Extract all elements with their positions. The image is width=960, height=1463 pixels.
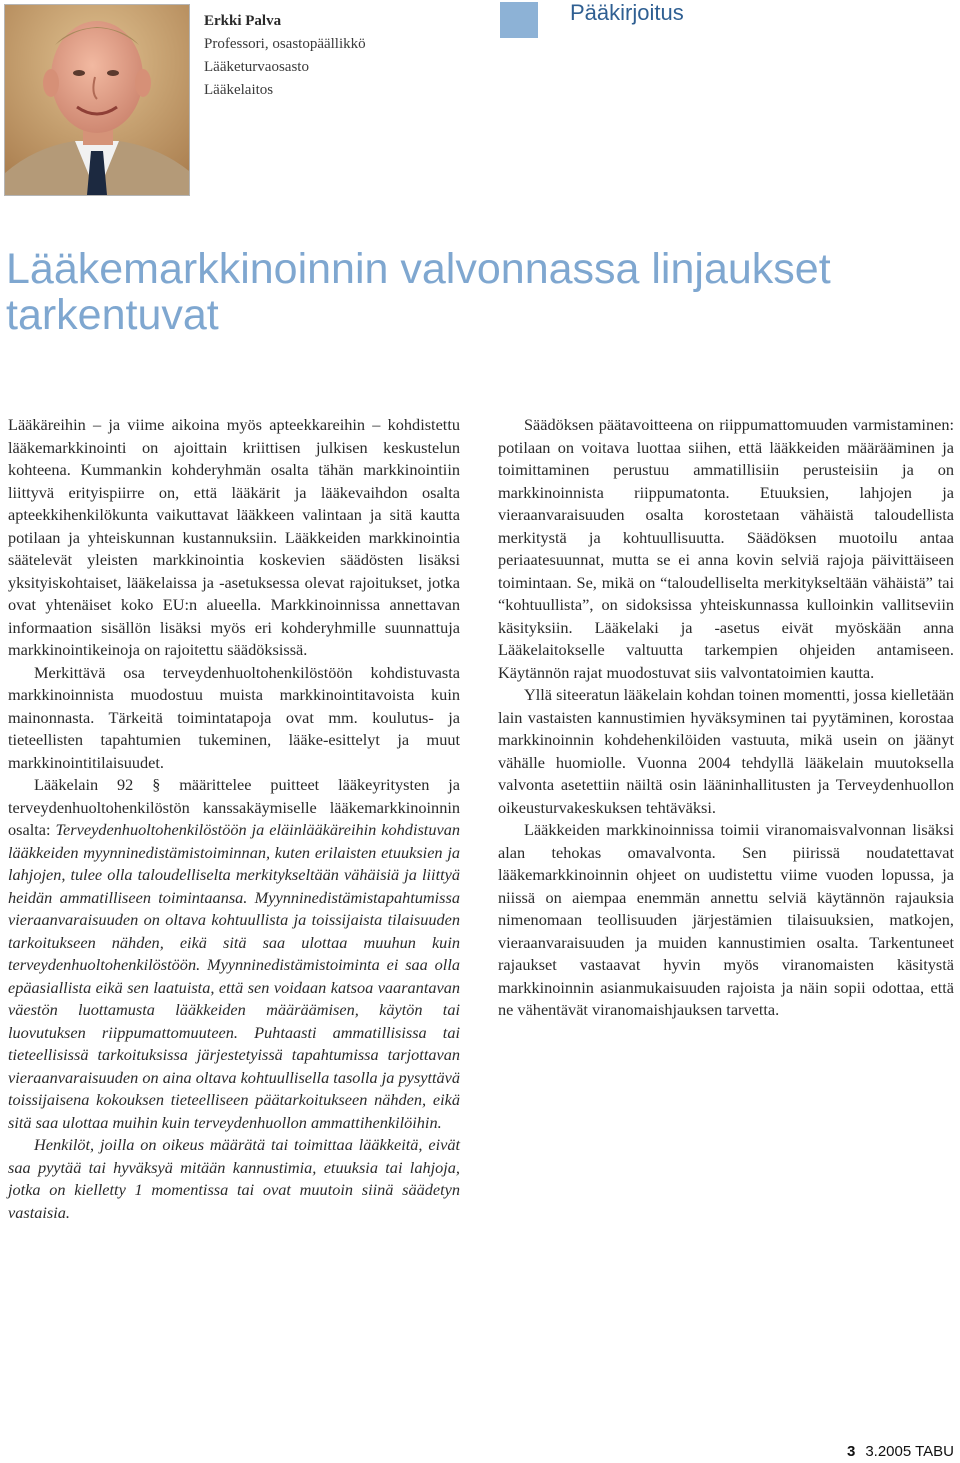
paragraph: Yllä siteeratun lääkelain kohdan toinen momentti, jossa kielletään lain vastaisten kannustimien hyväksyminen tai pyytäminen, korostaa markkinoinnin kohdehenkilöiden vastuuta, mikä usein on jäänyt vähälle huomiolle. Vuonna 2004 tehdyllä lääkelain muutoksella valvonta asetettiin näiltä osin lääninhallitusten ja Terveydenhuollon oikeusturvakeskuksen tehtäväksi. <box>498 685 954 817</box>
author-portrait-photo <box>5 5 189 195</box>
section-label: Pääkirjoitus <box>570 0 684 25</box>
paragraph: Lääkkeiden markkinoinnissa toimii viranomaisvalvonnan lisäksi alan tehokas omavalvonta. Sen piirissä noudatettavat lääkemarkkinoinnin ohjeet on uudistettu viime vuoden lopussa, ja niissä on aiempaa enemmän annettu selviä käytännön rajauksia nimenomaan teollisuuden järjestämien tilaisuuksien, matkojen, vieraanvaraisuuden ja muiden kannustimien osalta. Tarkentuneet rajaukset vastaavat hyvin myös viranomaisten käsitystä markkinoinnin asianmukaisuuden rajoista ja näin sopii odottaa, että ne vähentävät viranomaishjauksen tarvetta. <box>498 820 954 1019</box>
law-quote: Terveydenhuoltohenkilöstöön ja eläinlääkäreihin kohdistuvan lääkkeiden myynninedistämistoiminnan, kuten erilaisten etuuksien ja lahjojen, tulee olla taloudelliselta merkitykseltään vähäisiä ja liittyä heidän ammatilliseen toimintaansa. Myynninedistämistapahtumissa vieraanvaraisuuden on oltava kohtuullista ja toissijaista tilaisuuden tarkoitukseen nähden, eikä sitä saa ulottaa muuhun kuin terveydenhuoltohenkilöstöön. Myynninedistämistoiminta ei saa olla epäasiallista eikä sen laatuista, että sen voidaan katsoa vaarantavan väestön luottamusta lääkkeiden määräämisen, käytön tai luovutuksen riippumattomuuteen. Puhtaasti ammatillisissa tai tieteellisissä tarkoituksissa järjestetyissä tapahtumissa tarjottavan vieraanvaraisuuden on aina oltava kohtuullisella tasolla ja pysyttävä toissijaisena kokouksen tieteelliseen päätarkoitukseen nähden, eikä sitä saa ulottaa muihin kuin terveydenhuollon ammattihenkilöihin. <box>8 820 460 1132</box>
page-footer <box>847 1443 954 1460</box>
issue-label: 3.2005 TABU <box>865 1443 954 1460</box>
paragraph: Merkittävä osa terveydenhuoltohenkilöstöön kohdistuvasta markkinoinnista muodostuu muista markkinointitavoista kuin mainonnasta. Tärkeitä toimintatapoja ovat mm. koulutus- ja tieteellisten tapahtumien tukeminen, lääke-esittelyt ja muut markkinointitilaisuudet. <box>8 662 460 772</box>
section-marker-square <box>500 2 538 38</box>
page-number: 3 <box>846 1443 856 1460</box>
right-column <box>498 414 954 1022</box>
author-byline <box>204 10 366 102</box>
author-title: Professori, osastopäällikkö <box>204 36 366 52</box>
paragraph: Säädöksen päätavoitteena on riippumattomuuden varmistaminen: potilaan on voitava luottaa siihen, että lääkkeiden määrääminen ja toimittaminen perustuu ammatillisiin perusteisiin ja on markkinoinnista riippumatonta. Etuuksien, lahjojen ja vieraanvaraisuuden osalta korostetaan vähäistä taloudellista merkitystä ja kohtuullisuutta. Säädöksen muotoilu antaa periaatesuunnat, mutta se ei anna kovin selviä rajoja päivittäiseen toimintaan. Se, mikä on “taloudelliselta merkitykseltään vähäistä” tai “kohtuullista”, on sidoksissa yhteiskunnassa kulloinkin vallitseviin käsityksiin. Lääkelaki ja -asetus eivät myöskään anna Lääkelaitokselle valtuutta tarkempien ohjeiden antamiseen. Käytännön rajat muodostuvat siis valvontatoimien kautta. <box>498 415 954 682</box>
left-column <box>8 414 460 1224</box>
author-name: Erkki Palva <box>204 13 282 29</box>
author-department: Lääketurvaosasto <box>204 59 309 75</box>
author-portrait <box>4 4 190 196</box>
author-organization: Lääkelaitos <box>204 82 274 98</box>
headline: Lääkemarkkinoinnin valvonnassa linjaukset tarkentuvat <box>6 245 831 339</box>
paragraph <box>8 774 460 1134</box>
paragraph-lead: Lääkelain 92 § määrittelee puitteet lääkeyritysten ja terveydenhuoltohenkilöstön kanssakäymiselle lääkemarkkinoinnin osalta: <box>8 775 460 839</box>
law-quote: Henkilöt, joilla on oikeus määrätä tai toimittaa lääkkeitä, eivät saa pyytää tai hyväksyä mitään kannustimia, etuuksia tai lahjoja, jotka on kielletty 1 momentissa tai ovat muutoin siinä säädetyn vastaisia. <box>8 1135 460 1222</box>
paragraph: Lääkäreihin – ja viime aikoina myös apteekkareihin – kohdistettu lääkemarkkinointi on ajoittain kriittisen julkisen keskustelun kohteena. Kummankin kohderyhmän osalta tähän markkinointiin liittyvä erityispiirre on, että lääkärit ja lääkevaihdon osalta apteekkihenkilökunta vaikuttavat lääkkeen valintaan ja sitä kautta potilaan ja yhteiskunnan kustannuksiin. Lääkkeiden markkinointia säätelevät yleisten markkinointia koskevien säädösten lisäksi yksityiskohtaiset, lääkelaissa ja -asetuksessa olevat rajoitukset, jotka ovat yhtenäiset koko EU:n alueella. Markkinoinnissa annettavan informaation sisällön lisäksi myös eri kohderyhmille suunnattuja markkinointikeinoja on rajoitettu säädöksissä. <box>8 415 460 659</box>
